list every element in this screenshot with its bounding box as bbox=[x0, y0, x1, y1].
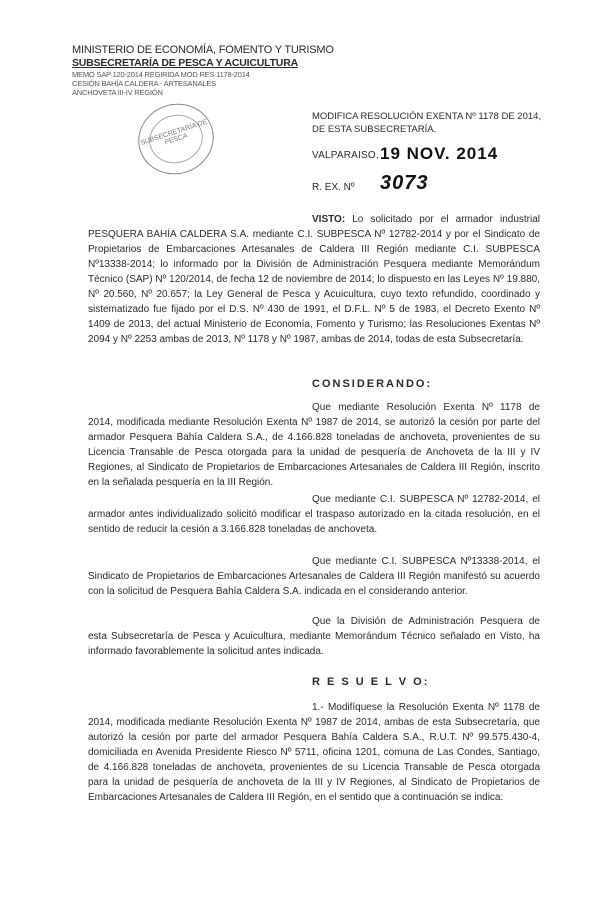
considerando-paragraph-1: Que mediante Resolución Exenta Nº 1178 de 2014, modificada mediante Resolución Exenta Nº 1987 de 2014, se autorizó la cesión por parte del armador Pesquera Bahía Caldera S.A., de 4.166.828 toneladas de anchoveta, provenientes de su Licencia Transable de Pesca otorgada para la unidad de pesquería de Anchoveta de la III y IV Regiones, al Sindicato de Propietarios de Embarcaciones Artesanales de Caldera III Región, inscrito en la señalada pesquería en la III Región. bbox=[88, 402, 540, 488]
memo-reference: MEMO SAP 120-2014 REGIRIDA MOD RES 1178-2014 bbox=[72, 70, 250, 79]
stamp-text: SUBSECRETARÍA DE PESCA bbox=[139, 118, 209, 147]
cesion-reference: CESIÓN BAHÍA CALDERA - ARTESANALES bbox=[72, 79, 216, 88]
letterhead bbox=[72, 44, 334, 97]
considerando-paragraph-4: Que la División de Administración Pesquera de esta Subsecretaría de Pesca y Acuicultura, mediante Memorándum Técnico señalado en Visto, ha informado favorablemente la solicitud antes indicada. bbox=[88, 616, 540, 657]
rex-label: R. EX. Nº bbox=[312, 182, 355, 193]
subsecretaria-name: SUBSECRETARÍA DE PESCA Y ACUICULTURA bbox=[72, 57, 298, 69]
rex-number: 3073 bbox=[380, 172, 429, 194]
visto-paragraph bbox=[88, 212, 540, 347]
resuelvo-heading: R E S U E L V O: bbox=[312, 676, 430, 688]
considerando-paragraph-3: Que mediante C.I. SUBPESCA Nº13338-2014, el Sindicato de Propietarios de Embarcaciones Artesanales de Caldera III Región manifestó su acuerdo con la solicitud de Pesquera Bahía Caldera S.A. indicada en el considerando anterior. bbox=[88, 556, 540, 597]
resuelvo-paragraph-1: 1.- Modifíquese la Resolución Exenta Nº 1178 de 2014, modificada mediante Resolución Exenta Nº 1987 de 2014, ambas de esta Subsecretaría, que autorizó la cesión por parte del armador Pesquera Bahía Caldera S.A., R.U.T. Nº 99.575.430-4, domiciliada en Avenida Presidente Riesco Nº 5711, oficina 1201, comuna de Las Condes, Santiago, de 4.166.828 toneladas de anchoveta, provenientes de su Licencia Transable de Pesca otorgada para la unidad de pesquería de anchoveta de la III y IV Regiones, al Sindicato de Propietarios de Embarcaciones Artesanales de Caldera III Región, en el sentido que a continuación se indica: bbox=[88, 702, 540, 803]
ministry-name: MINISTERIO DE ECONOMÍA, FOMENTO Y TURISMO bbox=[72, 44, 334, 56]
place-label: VALPARAISO, bbox=[312, 150, 379, 161]
considerando-heading: CONSIDERANDO: bbox=[312, 378, 433, 390]
resolution-subject: MODIFICA RESOLUCIÓN EXENTA Nº 1178 DE 2014, DE ESTA SUBSECRETARÍA. bbox=[312, 111, 542, 135]
visto-text: Lo solicitado por el armador industrial PESQUERA BAHÍA CALDERA S.A. mediante C.I. SUBPESCA Nº 12782-2014 y por el Sindicato de Propietarios de Embarcaciones Artesanales de Caldera III Región mediante C.I. SUBPESCA Nº13338-2014; lo informado por la División de Administración Pesquera mediante Memorándum Técnico (SAP) Nº 120/2014, de fecha 12 de noviembre de 2014; lo dispuesto en las Leyes Nº 19.880, Nº 20.560, Nº 20.657; la Ley General de Pesca y Acuicultura, cuyo texto refundido, coordinado y sistematizado fue fijado por el D.S. Nº 430 de 1991, el D.F.L. Nº 5 de 1983, el Decreto Exento Nº 1409 de 2013, del actual Ministerio de Economía, Fomento y Turismo; las Resoluciones Exentas Nº 2094 y Nº 2253 ambas de 2013, Nº 1178 y Nº 1987, ambas de 2014, todas de esta Subsecretaría. bbox=[88, 214, 540, 345]
species-reference: ANCHOVETA III-IV REGIÓN bbox=[72, 88, 163, 97]
considerando-paragraph-2: Que mediante C.I. SUBPESCA Nº 12782-2014, el armador antes individualizado solicitó modificar el traspaso autorizado en la citada resolución, en el sentido de reducir la cesión a 3.166.828 toneladas de anchoveta. bbox=[88, 494, 540, 535]
visto-label: VISTO: bbox=[312, 214, 346, 225]
resolution-date: 19 NOV. 2014 bbox=[380, 144, 499, 163]
official-stamp bbox=[129, 94, 223, 184]
